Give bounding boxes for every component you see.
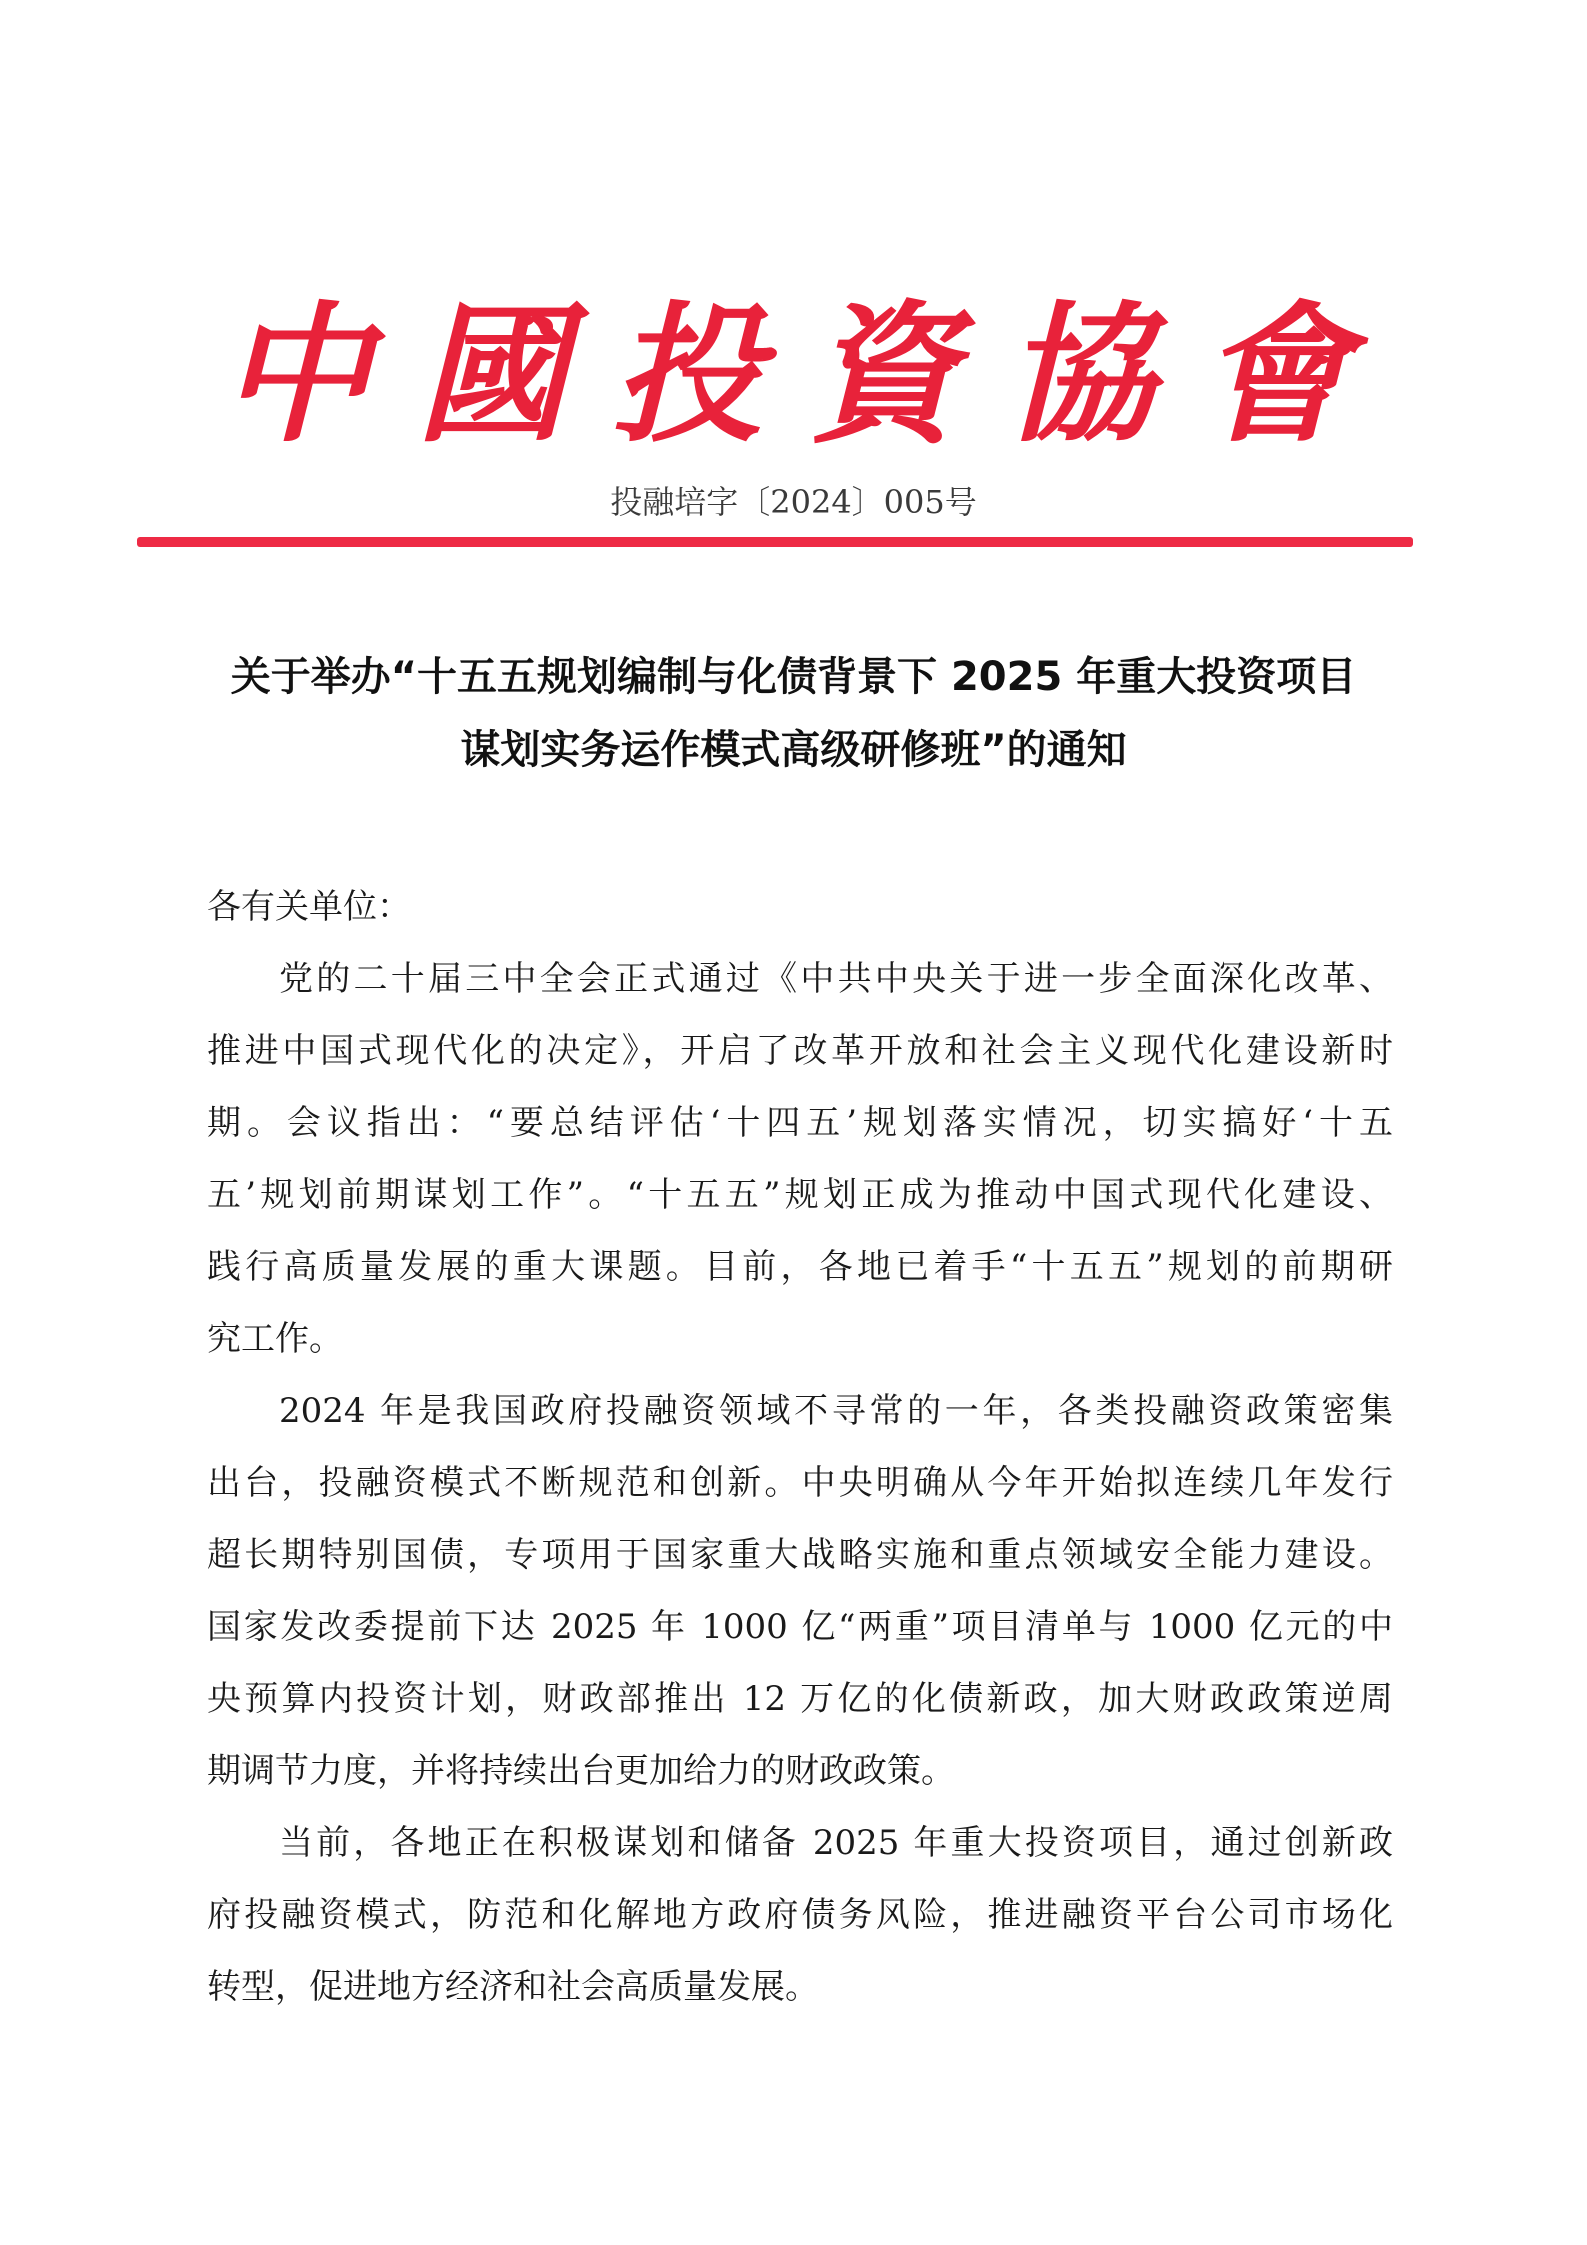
red-header-rule xyxy=(137,537,1413,547)
paragraph-2-line: 2024 年是我国政府投融资领域不寻常的一年，各类投融资政策密集 xyxy=(279,1391,1393,1431)
paragraph-3-line: 当前，各地正在积极谋划和储备 2025 年重大投资项目，通过创新政 xyxy=(279,1823,1393,1863)
logo-char: 投 xyxy=(612,287,763,463)
paragraph-2-line: 央预算内投资计划，财政部推出 12 万亿的化债新政，加大财政政策逆周 xyxy=(207,1679,1393,1719)
notice-title-line-1: 关于举办“十五五规划编制与化债背景下 2025 年重大投资项目 xyxy=(230,654,1357,700)
notice-title-line-2: 谋划实务运作模式高级研修班”的通知 xyxy=(460,727,1127,773)
salutation: 各有关单位： xyxy=(207,887,411,927)
paragraph-1-line: 期。会议指出：“要总结评估‘十四五’规划落实情况，切实搞好‘十五 xyxy=(207,1103,1393,1143)
paragraph-2-line: 出台，投融资模式不断规范和创新。中央明确从今年开始拟连续几年发行 xyxy=(207,1463,1393,1503)
paragraph-1-line: 五’规划前期谋划工作”。“十五五”规划正成为推动中国式现代化建设、 xyxy=(207,1175,1393,1215)
document-number: 投融培字〔2024〕005号 xyxy=(610,483,977,521)
association-logo xyxy=(220,275,1350,485)
paragraph-2-line: 国家发改委提前下达 2025 年 1000 亿“两重”项目清单与 1000 亿元的中 xyxy=(207,1607,1393,1647)
paragraph-1-line: 究工作。 xyxy=(207,1319,343,1359)
paragraph-2-line: 超长期特别国债，专项用于国家重大战略实施和重点领域安全能力建设。 xyxy=(207,1535,1393,1575)
logo-char: 國 xyxy=(416,287,567,463)
logo-char: 資 xyxy=(808,287,959,463)
paragraph-1-line: 推进中国式现代化的决定》，开启了改革开放和社会主义现代化建设新时 xyxy=(207,1031,1393,1071)
paragraph-1-line: 党的二十届三中全会正式通过《中共中央关于进一步全面深化改革、 xyxy=(279,959,1393,999)
logo-char: 會 xyxy=(1200,287,1351,463)
paragraph-1-line: 践行高质量发展的重大课题。目前，各地已着手“十五五”规划的前期研 xyxy=(207,1247,1393,1287)
paragraph-3-line: 转型，促进地方经济和社会高质量发展。 xyxy=(207,1967,819,2007)
paragraph-3-line: 府投融资模式，防范和化解地方政府债务风险，推进融资平台公司市场化 xyxy=(207,1895,1393,1935)
logo-char: 協 xyxy=(1004,287,1155,463)
logo-char: 中 xyxy=(220,287,371,463)
paragraph-2-line: 期调节力度，并将持续出台更加给力的财政政策。 xyxy=(207,1751,955,1791)
